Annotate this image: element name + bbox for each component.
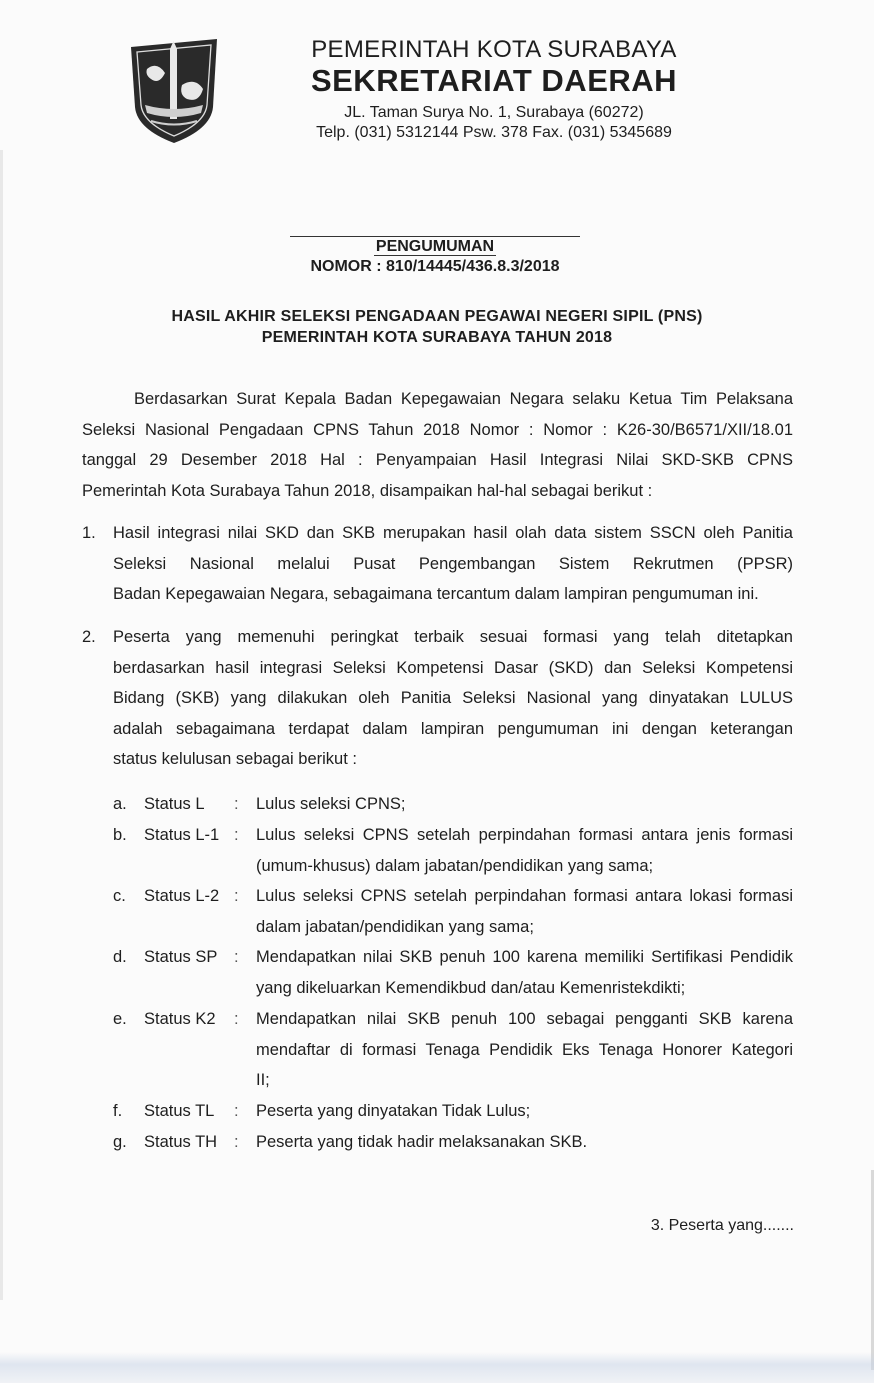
status-description (256, 942, 793, 1003)
status-letter: g. (113, 1133, 127, 1151)
text-line: Bidang (SKB) yang dilakukan oleh Panitia Seleksi Nasional yang dinyatakan LULUS (113, 689, 793, 707)
text-line: yang dikeluarkan Kemendikbud dan/atau Kemenristekdikti; (256, 978, 686, 997)
text-line: dalam jabatan/pendidikan yang sama; (256, 917, 534, 936)
status-label: Status SP (144, 948, 218, 966)
subject-line-2: PEMERINTAH KOTA SURABAYA TAHUN 2018 (261, 329, 613, 346)
status-description (256, 1096, 793, 1127)
intro-line: Berdasarkan Surat Kepala Badan Kepegawaian Negara selaku Ketua Tim Pelaksana (134, 390, 793, 408)
status-label: Status TH (144, 1133, 218, 1151)
text-line: status kelulusan sebagai berikut : (113, 750, 357, 768)
subject-line-1: HASIL AKHIR SELEKSI PENGADAAN PEGAWAI NEGERI SIPIL (PNS) (171, 308, 703, 325)
status-colon: : (234, 1133, 239, 1151)
text-line: (umum-khusus) dalam jabatan/pendidikan yang sama; (256, 856, 654, 875)
announcement-title (290, 236, 580, 256)
text-line: Peserta yang dinyatakan Tidak Lulus; (256, 1102, 531, 1120)
status-description (256, 881, 793, 942)
text-line: Badan Kepegawaian Negara, sebagaimana tercantum dalam lampiran pengumuman ini. (113, 585, 759, 603)
announcement-title-text: PENGUMUMAN (375, 238, 495, 255)
department-name: SEKRETARIAT DAERAH (310, 63, 678, 98)
text-line: berdasarkan hasil integrasi Seleksi Kompetensi Dasar (SKD) dan Seleksi Kompetensi (113, 658, 793, 677)
status-colon: : (234, 826, 239, 844)
text-line: Seleksi Nasional melalui Pusat Pengembangan Sistem Rekrutmen (PPSR) (113, 554, 793, 573)
status-description (256, 820, 793, 881)
status-letter: d. (113, 948, 127, 966)
text-line: II; (256, 1071, 270, 1089)
status-label: Status K2 (144, 1010, 216, 1028)
list-item-number: 1. (82, 524, 96, 542)
status-label: Status L-2 (144, 887, 220, 905)
status-letter: c. (113, 887, 126, 905)
text-line: Hasil integrasi nilai SKD dan SKB merupakan hasil olah data sistem SSCN oleh Panitia (113, 524, 793, 542)
list-item-text (113, 518, 793, 610)
status-letter: b. (113, 826, 127, 844)
text-line: Mendapatkan nilai SKB penuh 100 karena memiliki Sertifikasi Pendidik (256, 948, 793, 966)
status-colon: : (234, 795, 239, 813)
status-description (256, 789, 793, 820)
status-colon: : (234, 887, 239, 905)
text-line: Lulus seleksi CPNS; (256, 795, 406, 813)
text-line: Lulus seleksi CPNS setelah perpindahan formasi antara jenis formasi (256, 826, 793, 844)
surabaya-emblem-logo (127, 33, 221, 145)
text-line: Lulus seleksi CPNS setelah perpindahan formasi antara lokasi formasi (256, 887, 793, 905)
list-item-text (113, 622, 793, 775)
status-label: Status TL (144, 1102, 215, 1120)
list-item-number: 2. (82, 628, 96, 646)
intro-line: Seleksi Nasional Pengadaan CPNS Tahun 2018 Nomor : Nomor : K26-30/B6571/XII/18.01 (82, 420, 793, 439)
status-colon: : (234, 1102, 239, 1120)
text-line: adalah sebagaimana terdapat dalam lampiran pengumuman ini dengan keterangan (113, 719, 793, 738)
scan-artifact-bottom (0, 1352, 874, 1383)
announcement-number: NOMOR : 810/14445/436.8.3/2018 (310, 258, 560, 275)
status-label: Status L (144, 795, 205, 813)
text-line: Peserta yang tidak hadir melaksanakan SKB. (256, 1133, 588, 1151)
status-letter: a. (113, 795, 127, 813)
intro-paragraph (82, 384, 793, 506)
page-continuation: 3. Peserta yang....... (650, 1217, 794, 1234)
text-line: Peserta yang memenuhi peringkat terbaik sesuai formasi yang telah ditetapkan (113, 628, 793, 646)
text-line: mendaftar di formasi Tenaga Pendidik Eks Tenaga Honorer Kategori (256, 1040, 793, 1059)
text-line: Mendapatkan nilai SKB penuh 100 sebagai pengganti SKB karena (256, 1010, 793, 1028)
status-label: Status L-1 (144, 826, 220, 844)
scan-edge-left (0, 150, 3, 1300)
intro-line: tanggal 29 Desember 2018 Hal : Penyampaian Hasil Integrasi Nilai SKD-SKB CPNS (82, 451, 793, 469)
office-phone: Telp. (031) 5312144 Psw. 378 Fax. (031) 5345689 (316, 124, 672, 141)
status-colon: : (234, 1010, 239, 1028)
status-letter: e. (113, 1010, 127, 1028)
status-description (256, 1127, 793, 1158)
office-address: JL. Taman Surya No. 1, Surabaya (60272) (344, 104, 644, 121)
intro-line: Pemerintah Kota Surabaya Tahun 2018, disampaikan hal-hal sebagai berikut : (82, 481, 653, 500)
government-name: PEMERINTAH KOTA SURABAYA (311, 36, 677, 63)
status-colon: : (234, 948, 239, 966)
status-description (256, 1004, 793, 1096)
status-letter: f. (113, 1102, 123, 1120)
